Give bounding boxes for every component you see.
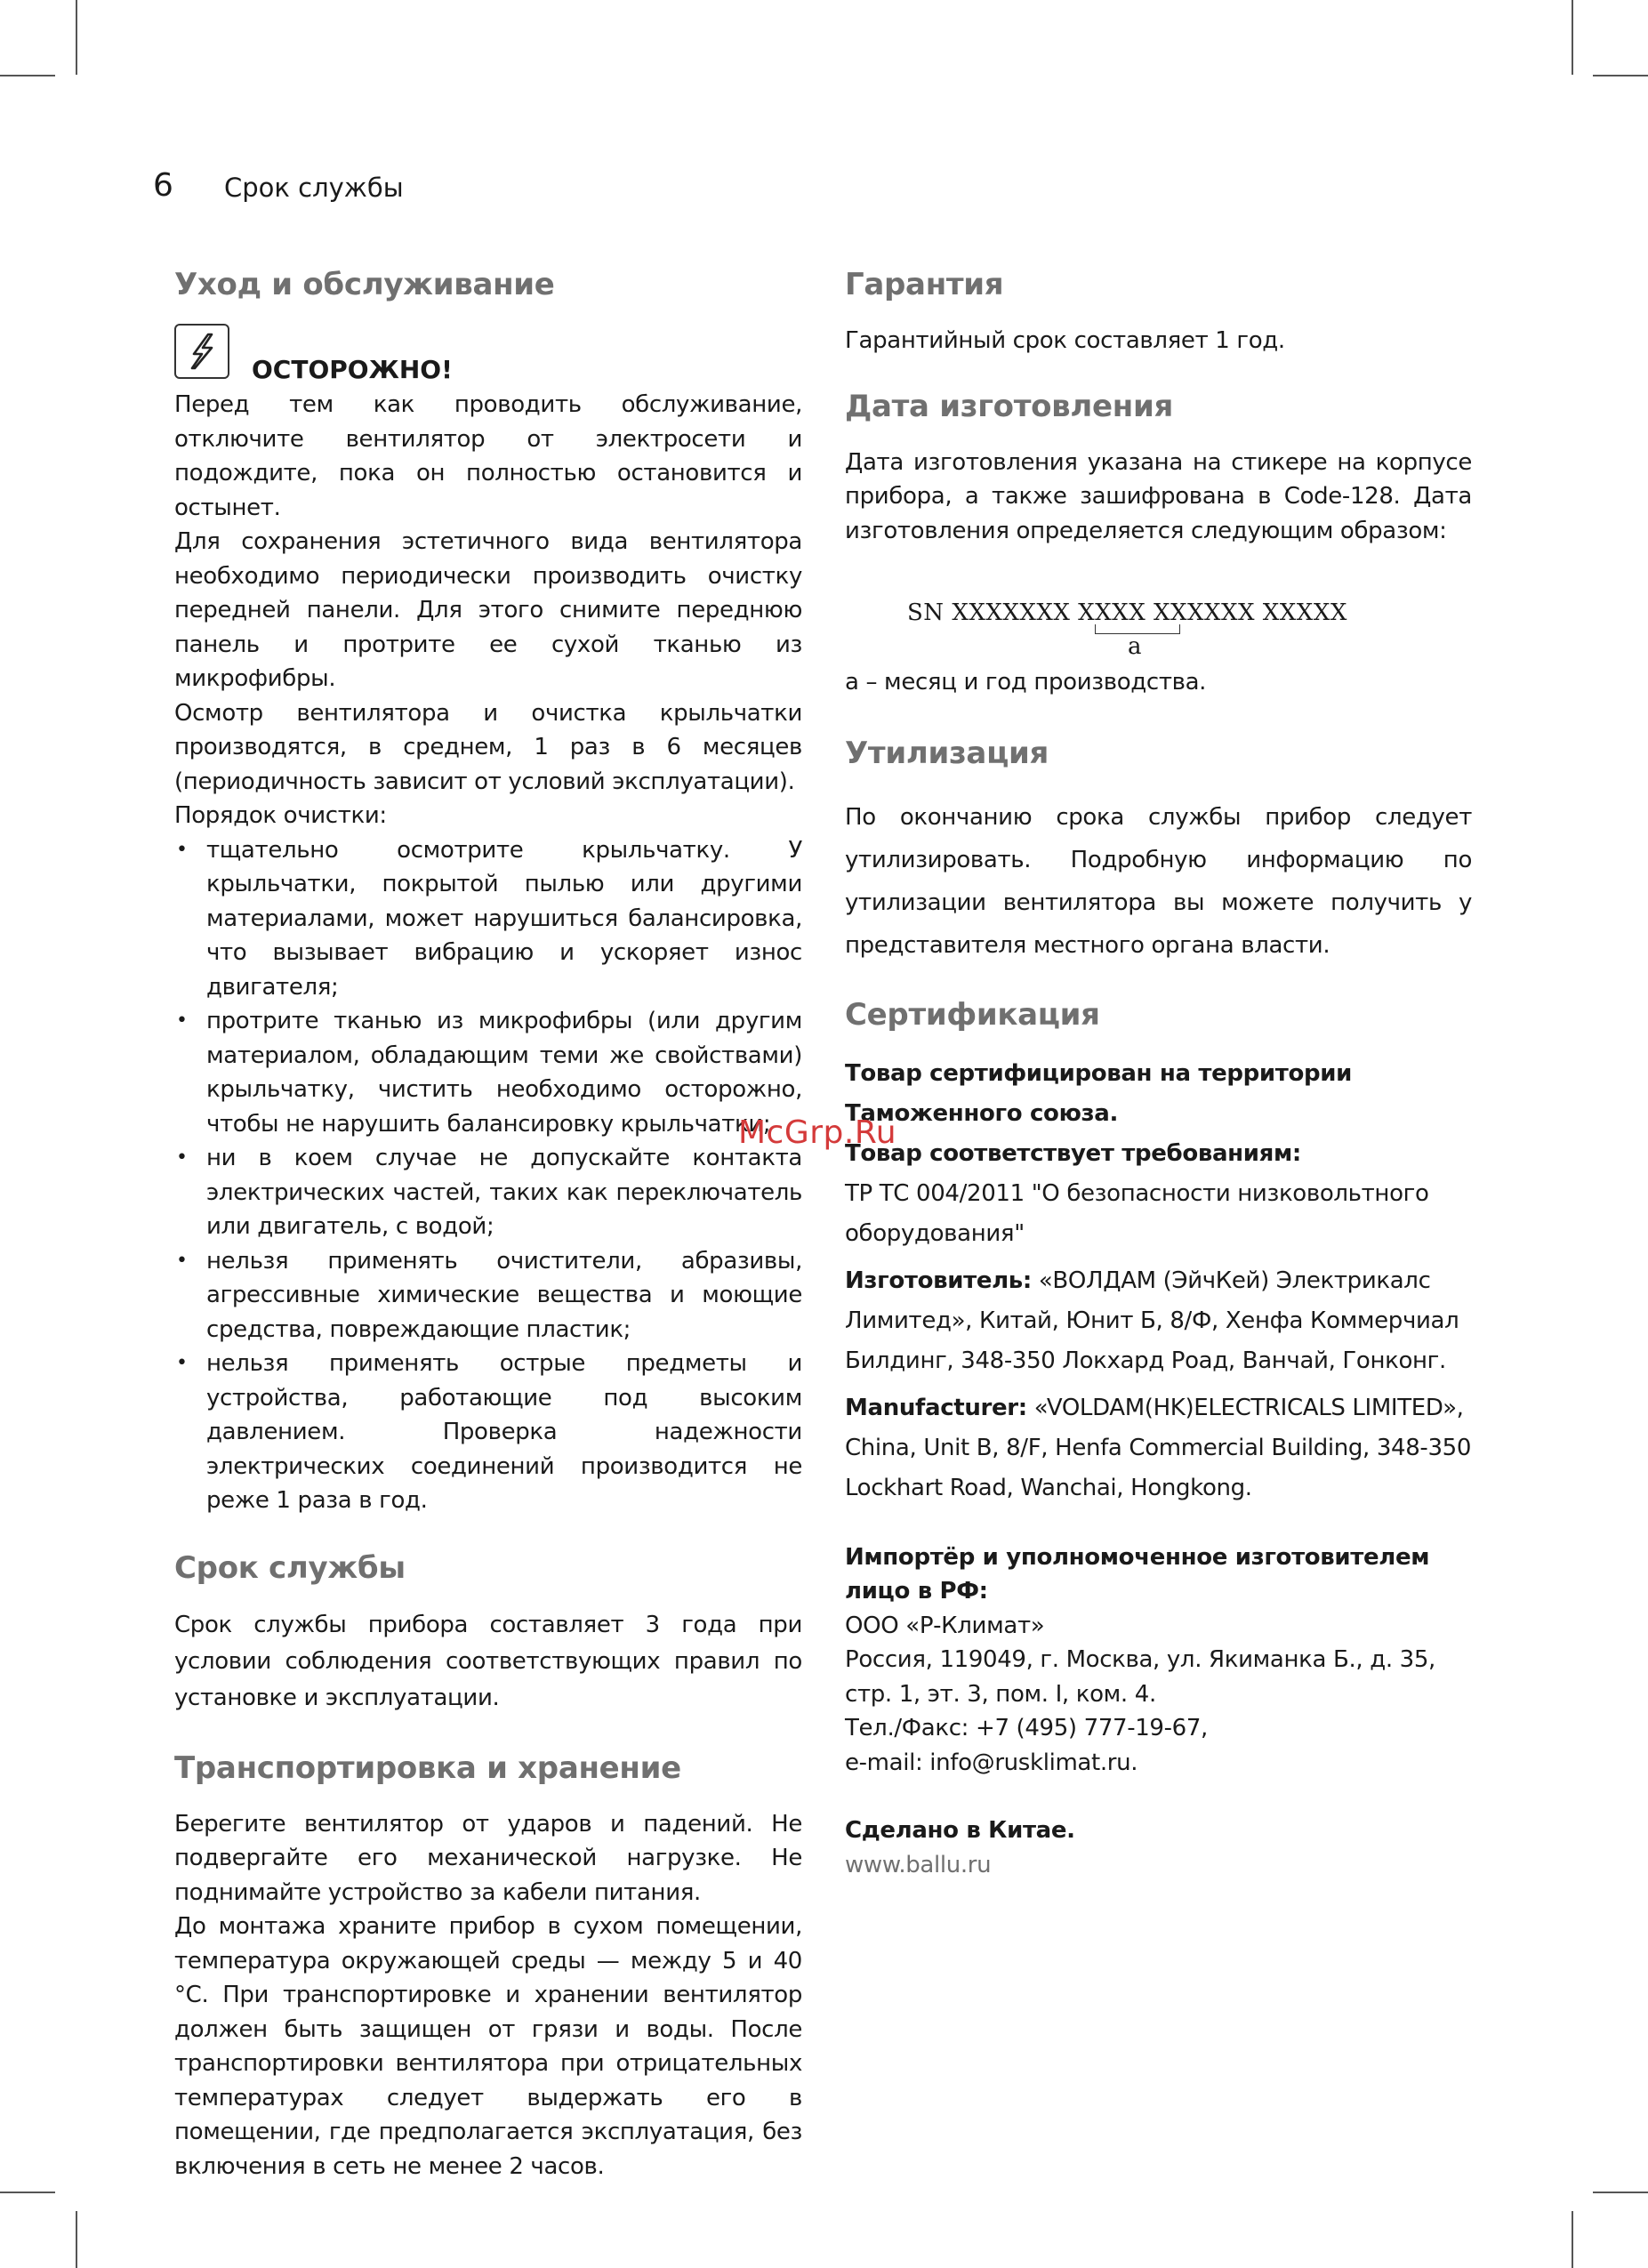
certification-title: Сертификация bbox=[845, 996, 1100, 1033]
disposal-text: По окончанию срока службы прибор следует утилизировать. Подробную информацию по утилизации вентилятора вы можете получить у представителя местного органа власти. bbox=[845, 803, 1472, 959]
crop-mark bbox=[1572, 0, 1573, 75]
list-item: • протрите тканью из микрофибры (или другим материалом, обладающим теми же свойствами) крыльчатку, чистить необходимо осторожно, чтобы не нарушить балансировку крыльчатки; bbox=[174, 1004, 802, 1141]
running-title: Срок службы bbox=[224, 173, 404, 203]
maker-label: Изготовитель: bbox=[845, 1267, 1032, 1294]
electric-hazard-icon bbox=[174, 324, 229, 379]
manufacturer-label: Manufacturer: bbox=[845, 1394, 1027, 1421]
origin-block bbox=[845, 1814, 1472, 1882]
warranty-title: Гарантия bbox=[845, 267, 1004, 302]
care-paragraph: Для сохранения эстетичного вида вентилятора необходимо периодически производить очистку передней панели. Для этого снимите переднюю панель и протрите ее сухой тканью из микрофибры. bbox=[174, 528, 802, 692]
importer-line: Тел./Факс: +7 (495) 777-19-67, bbox=[845, 1715, 1208, 1741]
list-item: • тщательно осмотрите крыльчатку. У крыльчатки, покрытой пылью или другими материалами, может нарушиться балансировка, что вызывает вибрацию и ускоряет износ двигателя; bbox=[174, 833, 802, 1005]
transport-title: Транспортировка и хранение bbox=[174, 1749, 681, 1786]
manufacturer-info bbox=[845, 1388, 1472, 1508]
serial-number-code: SN XXXXXXX XXXX XXXXXX XXXXX bbox=[907, 599, 1347, 626]
serial-number-scheme bbox=[907, 599, 1472, 662]
cleaning-list bbox=[174, 833, 802, 1518]
manufacture-date-text: Дата изготовления указана на стикере на корпусе прибора, а также зашифрована в Code-128. Дата изготовления определяется следующим образом: bbox=[845, 448, 1472, 544]
warning-label: ОСТОРОЖНО! bbox=[252, 355, 453, 384]
crop-mark bbox=[1593, 2192, 1648, 2193]
maker-info bbox=[845, 1261, 1472, 1381]
care-paragraph: Осмотр вентилятора и очистка крыльчатки производятся, в среднем, 1 раз в 6 месяцев (периодичность зависит от условий эксплуатации). bbox=[174, 699, 802, 795]
maker-text: «ВОЛДАМ (ЭйчКей) Электрикалс Лимитед», Китай, Юнит Б, 8/Ф, Хенфа Коммерчиал Билдинг, 348-350 Локхард Роад, Ванчай, Гонконг. bbox=[845, 1267, 1459, 1374]
transport-text bbox=[174, 1807, 802, 2184]
crop-mark bbox=[1593, 75, 1648, 76]
crop-mark bbox=[76, 2211, 77, 2268]
left-column bbox=[174, 267, 802, 2184]
crop-mark bbox=[0, 2192, 55, 2193]
warranty-text: Гарантийный срок составляет 1 год. bbox=[845, 327, 1285, 354]
importer-line: Россия, 119049, г. Москва, ул. Якиманка Б., д. 35, bbox=[845, 1646, 1435, 1673]
list-item: • ни в коем случае не допускайте контакта электрических частей, таких как переключатель или двигатель, с водой; bbox=[174, 1141, 802, 1244]
importer-line: e-mail: info@rusklimat.ru. bbox=[845, 1749, 1138, 1776]
lifetime-text: Срок службы прибора составляет 3 года при условии соблюдения соответствующих правил по установке и эксплуатации. bbox=[174, 1611, 802, 1711]
serial-number-mark: a bbox=[1128, 633, 1143, 660]
certification-statement: Товар сертифицирован на территории Таможенного союза. bbox=[845, 1059, 1352, 1127]
care-title: Уход и обслуживание bbox=[174, 267, 555, 302]
importer-label: Импортёр и уполномоченное изготовителем лицо в РФ: bbox=[845, 1543, 1430, 1604]
crop-mark bbox=[76, 0, 77, 75]
importer-line: стр. 1, эт. 3, пом. I, ком. 4. bbox=[845, 1680, 1156, 1708]
crop-mark bbox=[0, 75, 55, 76]
list-item: • нельзя применять острые предметы и устройства, работающие под высоким давлением. Проверка надежности электрических соединений производится не реже 1 раза в год. bbox=[174, 1347, 802, 1518]
disposal-title: Утилизация bbox=[845, 735, 1049, 771]
care-paragraph: Порядок очистки: bbox=[174, 802, 387, 829]
requirements-text: ТР ТС 004/2011 "О безопасности низковольтного оборудования" bbox=[845, 1179, 1429, 1247]
lifetime-title: Срок службы bbox=[174, 1549, 406, 1586]
watermark: McGrp.Ru bbox=[738, 1114, 897, 1151]
requirements-label: Товар соответствует требованиям: bbox=[845, 1139, 1301, 1167]
made-in: Сделано в Китае. bbox=[845, 1817, 1075, 1844]
website-link[interactable]: www.ballu.ru bbox=[845, 1851, 992, 1878]
care-text bbox=[174, 388, 802, 1518]
page-number: 6 bbox=[153, 167, 173, 204]
manufacture-date-legend: а – месяц и год производства. bbox=[845, 669, 1207, 696]
warning-block bbox=[174, 324, 802, 384]
transport-paragraph: Берегите вентилятор от ударов и падений. Не подвергайте его механической нагрузке. Не поднимайте устройство за кабели питания. bbox=[174, 1810, 802, 1906]
manufacture-date-title: Дата изготовления bbox=[845, 388, 1173, 424]
right-column bbox=[845, 267, 1472, 1882]
certification-text bbox=[845, 1054, 1472, 1508]
manufacturer-text: «VOLDAM(HK)ELECTRICALS LIMITED», China, Unit B, 8/F, Henfa Commercial Building, 348-350 Lockhart Road, Wanchai, Hongkong. bbox=[845, 1394, 1472, 1501]
crop-mark bbox=[1572, 2211, 1573, 2268]
transport-paragraph: До монтажа храните прибор в сухом помещении, температура окружающей среды — между 5 и 40 °C. При транспортировке и хранении вентилятор должен быть защищен от грязи и воды. После транспортировки вентилятора при отрицательных температурах следует выдержать его в помещении, где предполагается эксплуатация, без включения в сеть не менее 2 часов. bbox=[174, 1913, 802, 2180]
care-paragraph: Перед тем как проводить обслуживание, отключите вентилятор от электросети и подождите, пока он полностью остановится и остынет. bbox=[174, 391, 802, 521]
importer-block bbox=[845, 1540, 1472, 1781]
importer-line: ООО «Р-Климат» bbox=[845, 1612, 1045, 1639]
list-item: • нельзя применять очистители, абразивы, агрессивные химические вещества и моющие средства, повреждающие пластик; bbox=[174, 1244, 802, 1347]
